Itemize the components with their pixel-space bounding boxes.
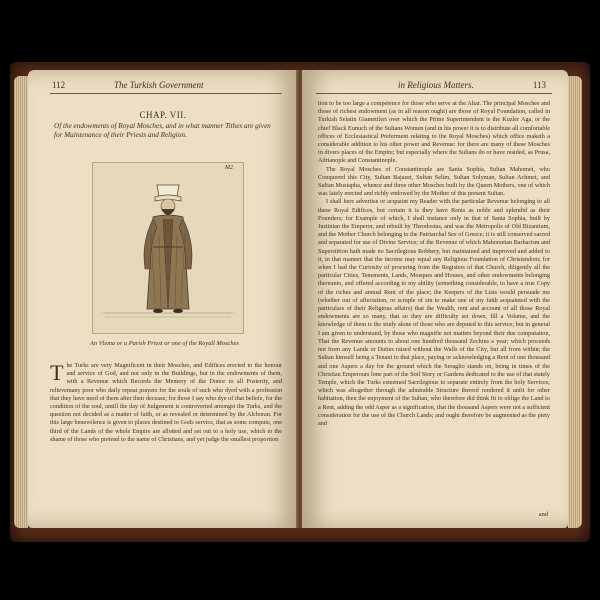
priest-engraving xyxy=(93,163,243,333)
left-page xyxy=(28,70,298,528)
right-running-head: in Religious Matters. xyxy=(398,80,474,90)
paragraph-text: he Turks are very Magnificent in their Mosches, and Edifices erected to the honour and service of God, and not only in the Buildings, but in the endowments of them, with a Revenue which Records the Memory of the Donor to all Posterity, and relievemany poor who daily repeat prayers for the souls of such who dyed with a profession that they have need of them after their decease; for those I say who dye of that beliefe, for the condition of the soul, untill the day of Judgement is controverted amongst the Turks, and the question not decided as a matter of faith, or as revealed or determined by the Alchoran. For this large benevolence is given to places destined to Gods service, that as some compute, one third of the Lands of the whole Empire are allotted and set out to a holy use, which to the shame of those who pretend to the name of Christians, and yet judge the smallest proportion xyxy=(50,362,282,443)
engraving-plate xyxy=(92,162,244,334)
left-body-text xyxy=(50,362,282,444)
drop-cap: T xyxy=(50,360,64,385)
plate-mark: M2 xyxy=(225,165,233,171)
chapter-heading: CHAP. VII. xyxy=(139,110,187,120)
plate-caption: An Vlema or a Parish Priest or one of the Royall Mosches xyxy=(90,340,239,347)
right-page xyxy=(302,70,568,528)
left-running-head: The Turkish Government xyxy=(114,80,204,90)
catchword: and xyxy=(538,511,548,518)
right-header-rule xyxy=(316,93,552,94)
paragraph: tion to be too large a competence for those who serve at the Altar. The principal Mosches and those of richest endowment (as in all reason ought) are those of Royal Foundation, called in Turkish Selatin Giametileri over which the Prime Superintendent is the Kuzler Aga, or the chief Black Eunuch of the Sultans Women (and in his power it is to distribute all comfortable offices of Ecclesiastical Preferment relating to the Royal Mosches) which office maketh a considerable addition to his other power and Revenue: for there are many of these Mosches in divers places of the Empire; but especially where the Sultans do or have resided, as Prusa, Adrianople and Constantinople. xyxy=(318,100,550,165)
left-header-rule xyxy=(50,93,282,94)
left-page-edges xyxy=(14,76,28,528)
paragraph: The Royal Mosches of Constantinople are Santa Sophia, Sultan Mahomet, who Conquered this City, Sultan Bajazet, Sultan Selim, Sultan Solyman, Sultan Achmet, and Sultan Mustapha, whence and three other Mosches built by the Queen Mothers, one of which was lately erected and richly endowed by the Mother of this present Sultan. xyxy=(318,165,550,198)
right-page-edges xyxy=(568,76,582,528)
left-page-number: 112 xyxy=(52,80,66,90)
right-body-text xyxy=(318,100,550,428)
paragraph xyxy=(50,362,282,444)
right-page-number: 113 xyxy=(532,80,546,90)
paragraph: I shall here advertise or acquaint my Reader with the particular Revenue belonging to all these Royal Edifices, but certain it is they have Rents as noble and splendid as their Founders; for Example of which, I shall instance only in that of Santa Sophia, built by Justinian the Emperor, and rebuilt by Theodosius, and was the Metropolis of Old Bizantium, and the Mother Church belonging to the Patriarchal See of Greece; it is still conserved sacred and separated for use of Divine Service; of the Revenue of which Mahometan Barbarism and Superstition hath made no Sacrilegious Robbery, but maintained and improved and added to it, in that manner that the income may equal any Religious Foundation of Christendom; for when I had the Curiosity of procuring from the Registers of that Church, diligently all the particular Cities, Tenements, Lands, Mosques and Houses, and other endowments belonging thereunto, and offered according to my ability (something considerable, to have a true Copy of the riches and annual Rent of the place; the Keepers of the Lists would persuade me (whether out of affectation, or scruple of sin to make one of my faith acquainted with the particulars of their Religious affairs) that the Wealth, rent and account of all those Royal endowments are so many, that so they are difficulty set down, fill a Volume, and the knowledge of them is the study alone of those who are deputed to this service; but in general I am given to understand, by those who magnifie not matters beyond their due computation, That the Revenue amounts to about one hundred thousand Zechins a year; which proceeds not from any Lands or Duties raised without the Walls of the City, but all from within; the Sultan himself being a Tenant to that place, paying or acknowledging a Rent of one thousand and one Aspers a day for the ground which the Seraglio stands on, being in times of the Christian Emperours lone part of the Soil Story or Gardens dedicated to the use of that stately Temple, which the Turks esteemed Sacrilegious to separate entirely from the holy Services; which was altogether through the admirable Structure thereof rendered it unfit for other habitation, then the enjoyment of the Sultan, who therefore did think fit to oblige the Land to a Rent, adding the odd Asper as a signification, that the thousand Aspers were not a sufficient consideration for the use of the Church Lands; and ought therefore be augmented as the piety and xyxy=(318,198,550,427)
chapter-description: Of the endowments of Royal Mosches, and in what manner Tithes are given for Maintenance of their Priests and Religion. xyxy=(54,122,271,139)
